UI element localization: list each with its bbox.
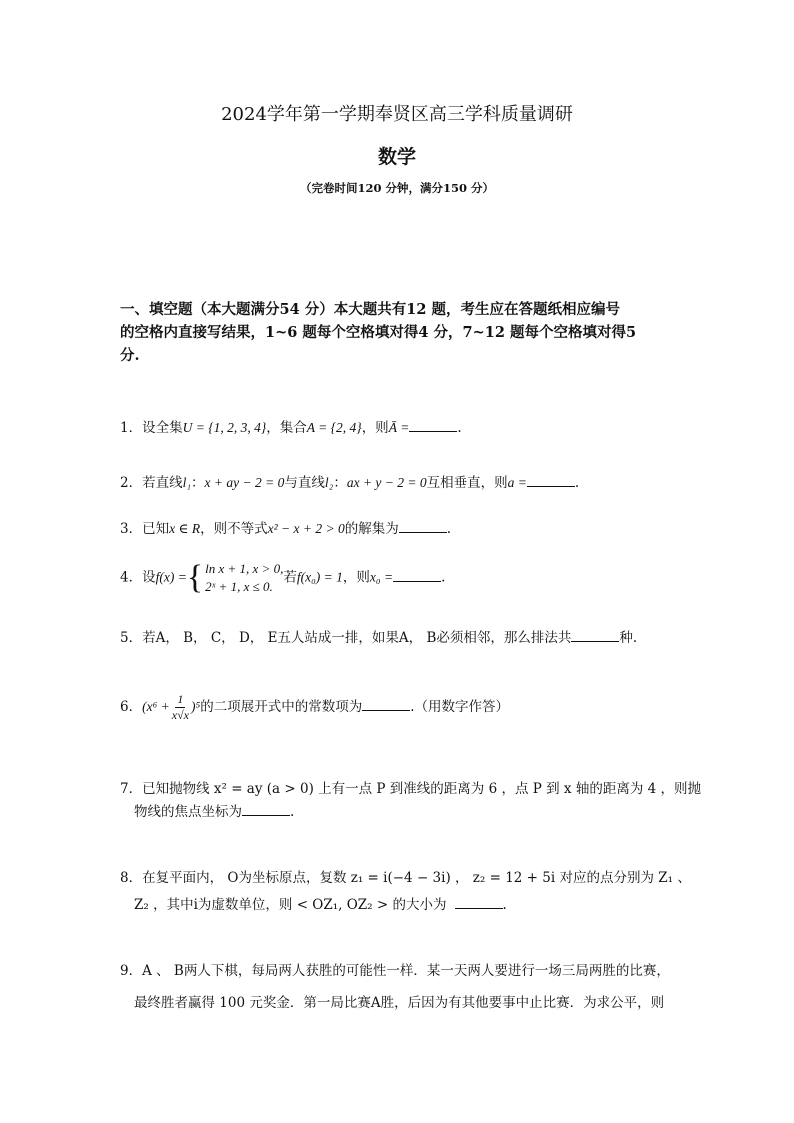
question-5 bbox=[120, 627, 690, 649]
q3-end: . bbox=[446, 521, 451, 537]
q4-end: . bbox=[441, 569, 446, 586]
q2-text-e: 互相垂直，则 bbox=[426, 475, 508, 491]
section-line-1: 一、填空题（本大题满分54 分）本大题共有12 题，考生应在答题纸相应编号 bbox=[120, 301, 620, 318]
q7-line-1: 已知抛物线 x² = ay (a > 0) 上有一点 P 到准线的距离为 6 ，点 P 到 x 轴的距离为 4 ，则抛 bbox=[142, 781, 701, 797]
q9-line-1: A 、 B两人下棋，每局两人获胜的可能性一样．某一天两人要进行一场三局两胜的比赛， bbox=[142, 963, 670, 979]
left-brace: { bbox=[186, 559, 204, 596]
q6-text: 的二项展开式中的常数项为 bbox=[200, 699, 363, 715]
question-7-continued bbox=[134, 801, 694, 823]
question-9 bbox=[120, 960, 690, 982]
q2-variable: a = bbox=[507, 475, 527, 490]
q5-text: 若A， B， C， D， E五人站成一排，如果A， B必须相邻，那么排法共 bbox=[142, 630, 572, 646]
q5-end: 种. bbox=[619, 630, 638, 646]
answer-blank[interactable] bbox=[393, 568, 441, 582]
answer-blank[interactable] bbox=[409, 418, 457, 432]
piece-row-1: ln x + 1, x > 0, bbox=[205, 561, 284, 576]
q1-text-c: ，则 bbox=[361, 420, 389, 436]
question-number: 5． bbox=[120, 630, 143, 646]
answer-blank[interactable] bbox=[571, 628, 619, 642]
line-l1: l₁ bbox=[182, 475, 192, 490]
set-u-expression: U = {1, 2, 3, 4} bbox=[182, 420, 267, 435]
question-6 bbox=[120, 692, 690, 723]
question-3 bbox=[120, 518, 690, 540]
question-number: 8． bbox=[120, 870, 143, 886]
binomial-close: )⁵ bbox=[191, 699, 201, 714]
section-line-3: 分. bbox=[120, 347, 140, 364]
piece-row-2: 2ˣ + 1, x ≤ 0. bbox=[205, 579, 273, 594]
q9-line-2: 最终胜者赢得 100 元奖金．第一局比赛A胜，后因为有其他要事中止比赛．为求公平，则 bbox=[134, 995, 665, 1011]
line-l2-equation: ax + y − 2 = 0 bbox=[346, 475, 427, 490]
q2-text-b: ： bbox=[191, 475, 205, 491]
q4-variable: x₀ = bbox=[369, 569, 394, 585]
line-l1-equation: x + ay − 2 = 0 bbox=[204, 475, 285, 490]
question-number: 1． bbox=[120, 420, 143, 436]
q3-condition: x ∈ R bbox=[169, 521, 201, 536]
q3-text-c: 的解集为 bbox=[344, 521, 399, 537]
question-number: 2． bbox=[120, 475, 143, 491]
q8-end: . bbox=[502, 897, 507, 913]
q2-text-c: 与直线 bbox=[284, 475, 325, 491]
q4-condition: f(x₀) = 1 bbox=[296, 569, 343, 585]
q8-line-1: 在复平面内， O为坐标原点，复数 z₁ = i(−4 − 3i) ， z₂ = 12 + 5i 对应的点分别为 Z₁ 、 bbox=[142, 870, 691, 886]
q2-text-a: 若直线 bbox=[142, 475, 183, 491]
exam-title: 2024学年第一学期奉贤区高三学科质量调研 bbox=[221, 104, 573, 125]
answer-blank[interactable] bbox=[455, 895, 503, 909]
complement-expression: Ā = bbox=[388, 420, 410, 435]
question-number: 7． bbox=[120, 781, 143, 797]
question-8 bbox=[120, 867, 690, 889]
question-4 bbox=[120, 560, 690, 596]
question-number: 3． bbox=[120, 521, 143, 537]
time-score-note: （完卷时间120 分钟，满分150 分） bbox=[299, 181, 495, 195]
answer-blank[interactable] bbox=[242, 802, 290, 816]
binomial-open: (x⁶ + bbox=[142, 699, 170, 714]
section-line-2: 的空格内直接写结果，1~6 题每个空格填对得4 分，7~12 题每个空格填对得5 bbox=[120, 324, 637, 341]
answer-blank[interactable] bbox=[399, 519, 447, 533]
q1-text-b: ，集合 bbox=[266, 420, 307, 436]
question-8-continued bbox=[134, 894, 694, 916]
q2-text-d: ： bbox=[333, 475, 347, 491]
q7-end: . bbox=[290, 804, 295, 820]
question-number: 6． bbox=[120, 699, 143, 715]
subject-title: 数学 bbox=[377, 146, 416, 168]
question-number: 4． bbox=[120, 569, 143, 586]
q4-text-a: 设 bbox=[142, 569, 156, 586]
answer-blank[interactable] bbox=[362, 697, 410, 711]
question-7 bbox=[120, 778, 701, 800]
answer-blank[interactable] bbox=[527, 473, 575, 487]
q4-text-c: ，则 bbox=[342, 569, 370, 586]
question-number: 9． bbox=[120, 963, 143, 979]
question-9-continued bbox=[134, 992, 694, 1014]
fraction-denominator: x√x bbox=[171, 708, 190, 722]
inequality-expression: x² − x + 2 > 0 bbox=[267, 521, 345, 536]
set-a-expression: A = {2, 4} bbox=[306, 420, 362, 435]
q3-text-b: ，则不等式 bbox=[200, 521, 268, 537]
q1-text-a: 设全集 bbox=[142, 420, 183, 436]
q7-line-2: 物线的焦点坐标为 bbox=[134, 804, 242, 820]
q1-end: . bbox=[457, 420, 462, 436]
question-1 bbox=[120, 417, 690, 439]
q2-end: . bbox=[574, 475, 580, 491]
piecewise-function bbox=[187, 560, 284, 596]
function-name: f(x) = bbox=[155, 569, 187, 585]
section-instructions bbox=[120, 298, 680, 367]
q3-text-a: 已知 bbox=[142, 521, 170, 537]
q4-text-b: 若 bbox=[283, 569, 297, 586]
fraction bbox=[172, 692, 189, 723]
q6-end: .（用数字作答） bbox=[410, 699, 510, 715]
fraction-numerator: 1 bbox=[177, 692, 184, 706]
q8-line-2: Z₂ ，其中i为虚数单位，则 < OZ₁, OZ₂ > 的大小为 bbox=[134, 897, 447, 913]
question-2 bbox=[120, 472, 690, 494]
line-l2: l₂ bbox=[324, 475, 334, 490]
